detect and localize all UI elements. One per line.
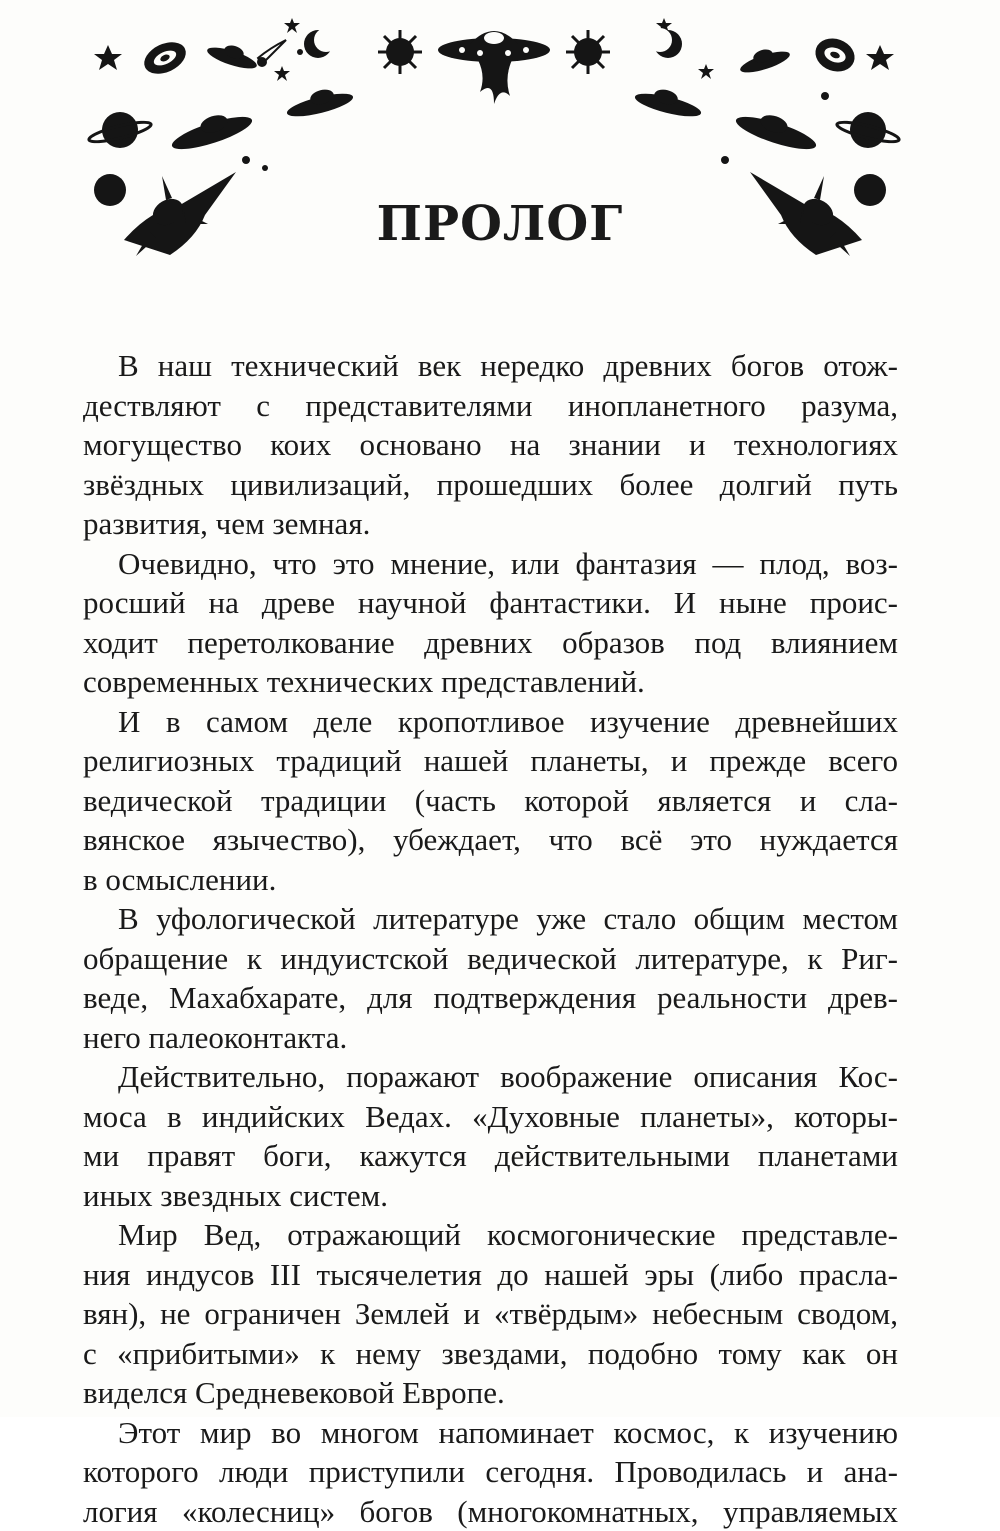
spiral-galaxy-icon (811, 33, 860, 77)
text-line: в осмыслении. (83, 860, 898, 900)
ufo-icon (738, 47, 792, 76)
planet-icon (87, 112, 152, 148)
ufo-icon (285, 87, 355, 121)
text-line: Очевидно, что это мнение, или фантазия — плод, воз- (118, 544, 898, 584)
text-line: Действительно, поражают воображение описания Кос- (118, 1057, 898, 1097)
star-icon (866, 45, 894, 70)
text-line: виделся Средневековой Европе. (83, 1373, 898, 1413)
text-line: ходит перетолкование древних образов под влиянием (83, 623, 898, 663)
text-line: ния индусов III тысячелетия до нашей эры (либо прасла- (83, 1255, 898, 1295)
paragraph (118, 899, 898, 1057)
ufo-icon (205, 43, 259, 72)
paragraph (118, 1215, 898, 1413)
body-text (118, 346, 898, 1531)
ufo-with-beam-icon (438, 31, 550, 104)
star-icon (94, 45, 122, 70)
text-line: звёздных цивилизаций, прошедших более долгий путь (83, 465, 898, 505)
text-line: современных технических представлений. (83, 662, 898, 702)
text-line: с «прибитыми» к нему звездами, подобно тому как он (83, 1334, 898, 1374)
text-line: религиозных традиций нашей планеты, и прежде всего (83, 741, 898, 781)
spiral-galaxy-icon (139, 36, 191, 80)
crescent-moon-icon (304, 28, 338, 58)
text-line: могущество коих основано на знании и технологиях (83, 425, 898, 465)
text-line: которого люди приступили сегодня. Проводилась и ана- (83, 1452, 898, 1492)
sun-icon (566, 30, 610, 74)
paragraph (118, 544, 898, 702)
paragraph (118, 1057, 898, 1215)
text-line: веде, Махабхарате, для подтверждения реальности древ- (83, 978, 898, 1018)
text-line: И в самом деле кропотливое изучение древнейших (118, 702, 898, 742)
star-icon (274, 66, 290, 81)
text-line: дествляют с представителями инопланетного разума, (83, 386, 898, 426)
text-line: В наш технический век нередко древних богов отож- (118, 346, 898, 386)
ufo-icon (633, 87, 703, 121)
text-line: ми правят боги, кажутся действительными планетами (83, 1136, 898, 1176)
star-icon (262, 165, 268, 171)
star-icon (284, 18, 300, 33)
paragraph (118, 702, 898, 900)
text-line: росший на древе научной фантастики. И ныне проис- (83, 583, 898, 623)
planet-icon (835, 112, 900, 148)
text-line: Этот мир во многом напоминает космос, к изучению (118, 1413, 898, 1453)
text-line: вян), не ограничен Землей и «твёрдым» небесным сводом, (83, 1294, 898, 1334)
star-icon (297, 49, 303, 55)
text-line: него палеоконтакта. (83, 1018, 898, 1058)
text-line: В уфологической литературе уже стало общим местом (118, 899, 898, 939)
star-icon (721, 156, 729, 164)
star-icon (242, 156, 250, 164)
star-icon (698, 64, 714, 79)
paragraph (118, 346, 898, 544)
text-line: иных звездных систем. (83, 1176, 898, 1216)
text-line: ведической традиции (часть которой является и сла- (83, 781, 898, 821)
text-line: Мир Вед, отражающий космогонические представле- (118, 1215, 898, 1255)
text-line: логия «колесниц» богов (многокомнатных, управляемых (83, 1492, 898, 1531)
paragraph (118, 1413, 898, 1531)
ufo-icon (733, 111, 819, 156)
text-line: вянское язычество), убеждает, что всё это нуждается (83, 820, 898, 860)
comet-icon (257, 40, 286, 67)
text-line: развития, чем земная. (83, 504, 898, 544)
space-ornament-header (0, 0, 1000, 300)
crescent-moon-icon (648, 28, 682, 58)
chapter-title: ПРОЛОГ (0, 196, 1000, 252)
sun-icon (378, 30, 422, 74)
text-line: обращение к индуистской ведической литературе, к Риг- (83, 939, 898, 979)
text-line: моса в индийских Ведах. «Духовные планеты», которы- (83, 1097, 898, 1137)
ufo-icon (169, 111, 255, 156)
star-icon (821, 92, 829, 100)
